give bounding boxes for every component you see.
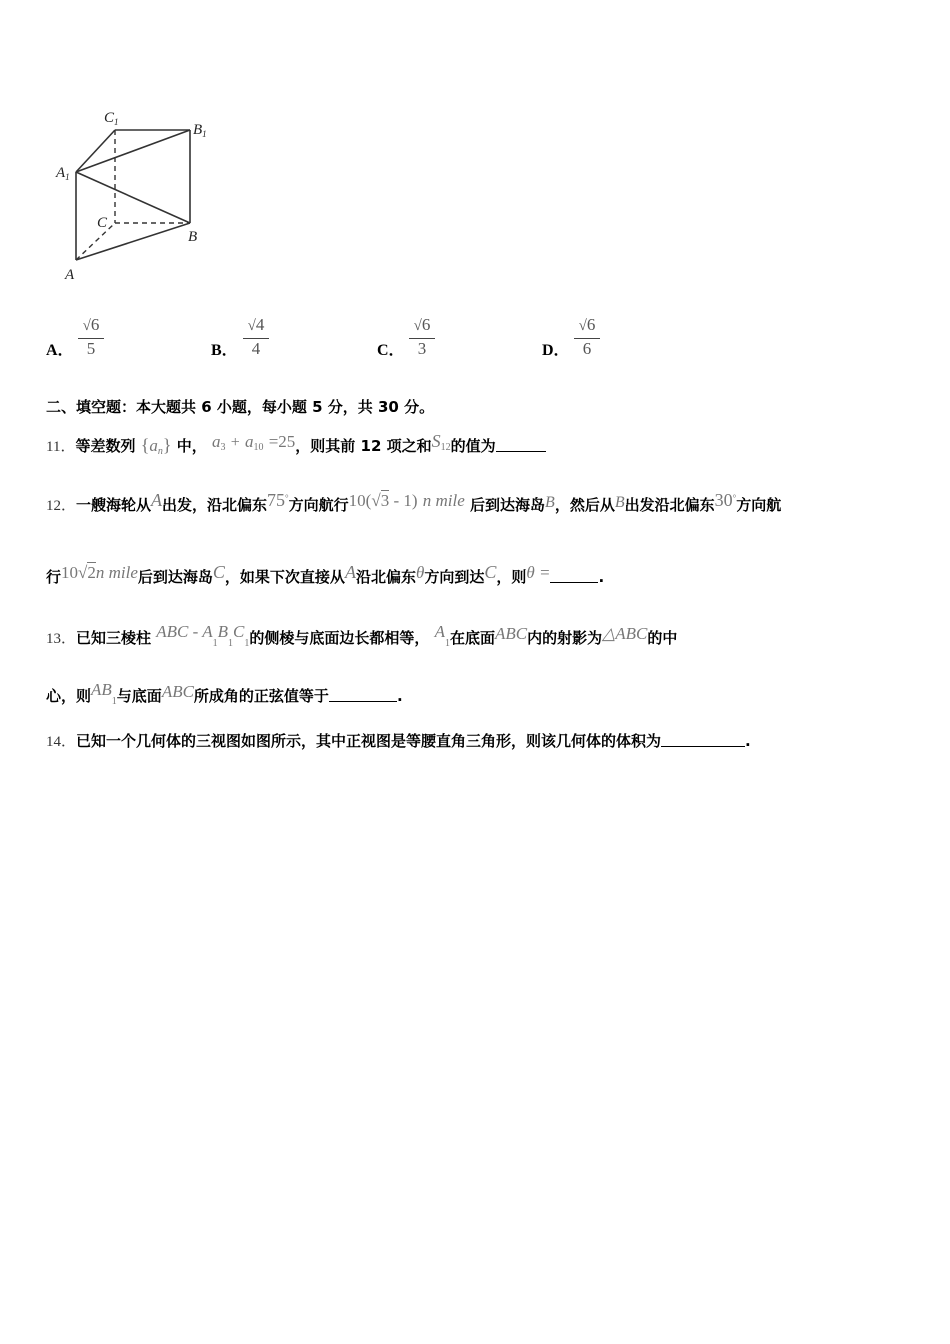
q14-answer-blank[interactable] bbox=[661, 733, 745, 747]
section-2-heading: 二、填空题：本大题共 6 小题，每小题 5 分，共 30 分。 bbox=[46, 398, 435, 416]
q13-number: 13． bbox=[46, 631, 77, 647]
question-13: 13．已知三棱柱 ABC - $A_1B_1C_1$的侧棱与底面边长都相等， $A_1$在底面ABC内的射影为△ABC的中 bbox=[46, 622, 678, 649]
option-d-fraction: √6 6 bbox=[570, 314, 604, 359]
option-d-label[interactable]: D． bbox=[542, 342, 570, 359]
question-11: 11．等差数列 $\{a_n\}$ 中， a3 + a10 =25，则其前 12 项之和S12的值为 bbox=[46, 424, 546, 469]
prism-figure bbox=[50, 100, 230, 290]
option-b-label[interactable]: B． bbox=[211, 342, 238, 359]
q12-number: 12． bbox=[46, 498, 77, 514]
question-12-continued: 行10√2n mile后到达海岛C，如果下次直接从A沿北偏东θ方向到达C，则θ = . bbox=[46, 562, 605, 586]
q11-number: 11． bbox=[46, 439, 76, 455]
label-b1: $B_1$ bbox=[193, 122, 207, 139]
option-a-fraction: √6 5 bbox=[74, 314, 108, 359]
option-c-label[interactable]: C． bbox=[377, 342, 405, 359]
question-12: 12．一艘海轮从A出发，沿北偏东75°方向航行10(√3 - 1) n mile 后到达海岛B，然后从B出发沿北偏东30°方向航 bbox=[46, 490, 782, 514]
option-b-fraction: √4 4 bbox=[239, 314, 273, 359]
question-14: 14．已知一个几何体的三视图如图所示，其中正视图是等腰直角三角形，则该几何体的体积为 . bbox=[46, 732, 751, 750]
question-13-continued: 心，则$AB_1$与底面ABC所成角的正弦值等于 . bbox=[46, 680, 403, 707]
q12-answer-blank[interactable] bbox=[550, 569, 598, 583]
label-c: C bbox=[97, 215, 108, 231]
q13-answer-blank[interactable] bbox=[329, 688, 397, 702]
label-a1: $A_1$ bbox=[56, 165, 70, 182]
option-c-fraction: √6 3 bbox=[405, 314, 439, 359]
q14-number: 14． bbox=[46, 734, 77, 750]
q11-answer-blank[interactable] bbox=[496, 438, 546, 452]
label-a: A bbox=[65, 267, 75, 283]
label-c1: $C_1$ bbox=[104, 110, 119, 127]
option-a-label[interactable]: A． bbox=[46, 342, 74, 359]
label-b: B bbox=[188, 229, 198, 245]
